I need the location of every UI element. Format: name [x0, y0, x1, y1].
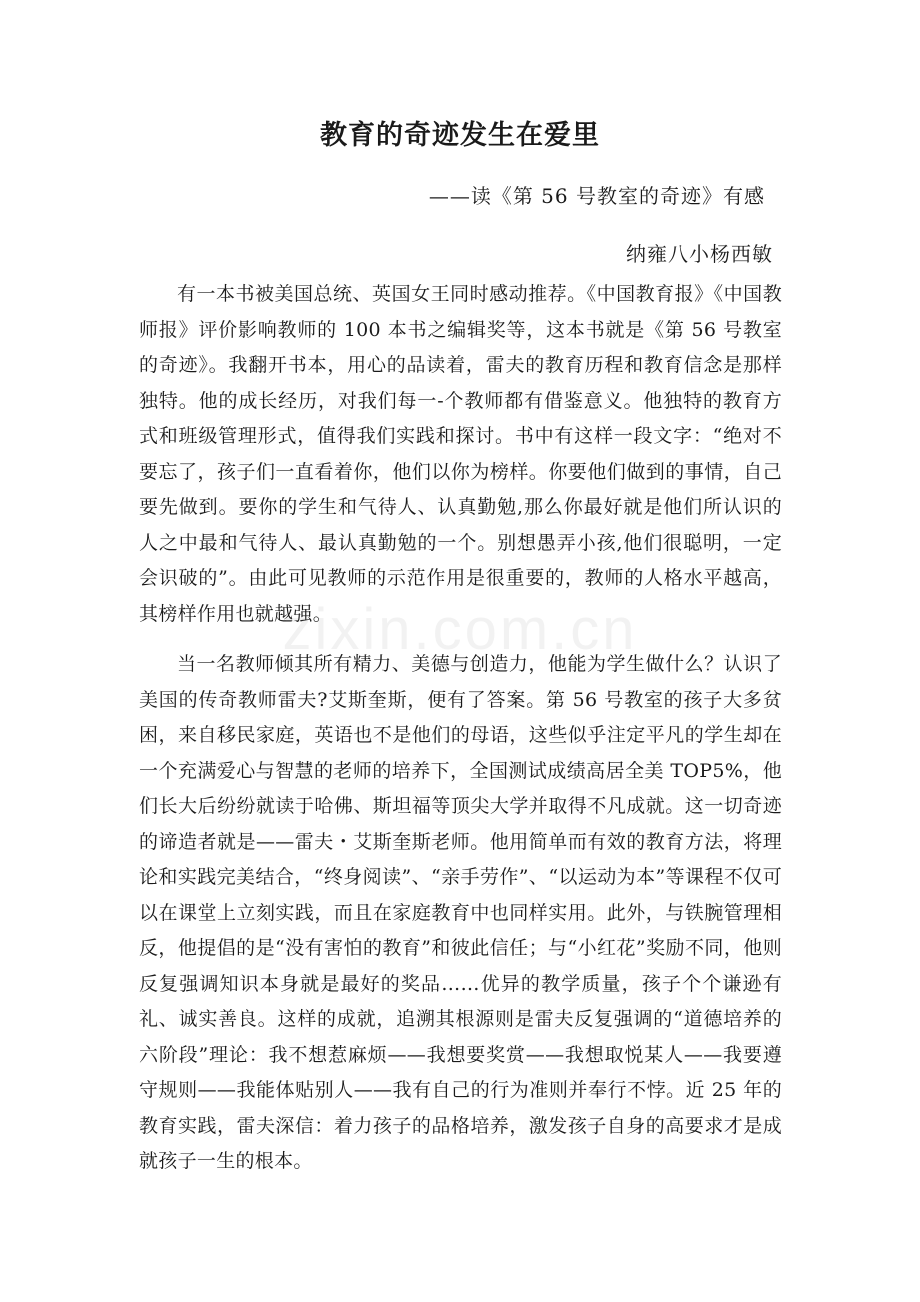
paragraph-2: 当一名教师倾其所有精力、美德与创造力，他能为学生做什么？认识了美国的传奇教师雷夫?艾斯奎斯，便有了答案。第 56 号教室的孩子大多贫困，来自移民家庭，英语也不是他们的母语，这些似乎注定平凡的学生却在一个充满爱心与智慧的老师的培养下，全国测试成绩高居全美 TOP5%，他们长大后纷纷就读于哈佛、斯坦福等顶尖大学并取得不凡成就。这一切奇迹的谛造者就是——雷夫・艾斯奎斯老师。他用简单而有效的教育方法，将理论和实践完美结合，“终身阅读”、“亲手劳作”、“以运动为本”等课程不仅可以在课堂上立刻实践，而且在家庭教育中也同样实用。此外，与铁腕管理相反，他提倡的是“没有害怕的教育”和彼此信任；与“小红花”奖励不同，他则反复强调知识本身就是最好的奖品……优异的教学质量，孩子个个谦逊有礼、诚实善良。这样的成就，追溯其根源则是雷夫反复强调的“道德培养的六阶段”理论：我不想惹麻烦——我想要奖赏——我想取悦某人——我要遵守规则——我能体贴别人——我有自己的行为准则并奉行不悖。近 25 年的教育实践，雷夫深信：着力孩子的品格培养，激发孩子自身的高要求才是成就孩子一生的根本。	[139, 653, 782, 1172]
author-line: 纳雍八小杨西敏	[626, 242, 773, 266]
document-title: 教育的奇迹发生在爱里	[320, 120, 600, 151]
document-subtitle: ——读《第 56 号教室的奇迹》有感	[428, 184, 765, 208]
paragraph-1: 有一本书被美国总统、英国女王同时感动推荐。《中国教育报》《中国教师报》评价影响教师的 100 本书之编辑奖等，这本书就是《第 56 号教室的奇迹》。我翻开书本，用心的品读着，雷夫的教育历程和教育信念是那样独特。他的成长经历，对我们每一-个教师都有借鉴意义。他独特的教育方式和班级管理形式，值得我们实践和探讨。书中有这样一段文字：“绝对不要忘了，孩子们一直看着你，他们以你为榜样。你要他们做到的事情，自己要先做到。要你的学生和气待人、认真勤勉,那么你最好就是他们所认识的人之中最和气待人、最认真勤勉的一个。别想愚弄小孩,他们很聪明，一定会识破的”。由此可见教师的示范作用是很重要的，教师的人格水平越高，其榜样作用也就越强。	[139, 283, 782, 625]
body-text	[139, 277, 782, 1180]
watermark: zixin.com.cn	[282, 597, 638, 662]
